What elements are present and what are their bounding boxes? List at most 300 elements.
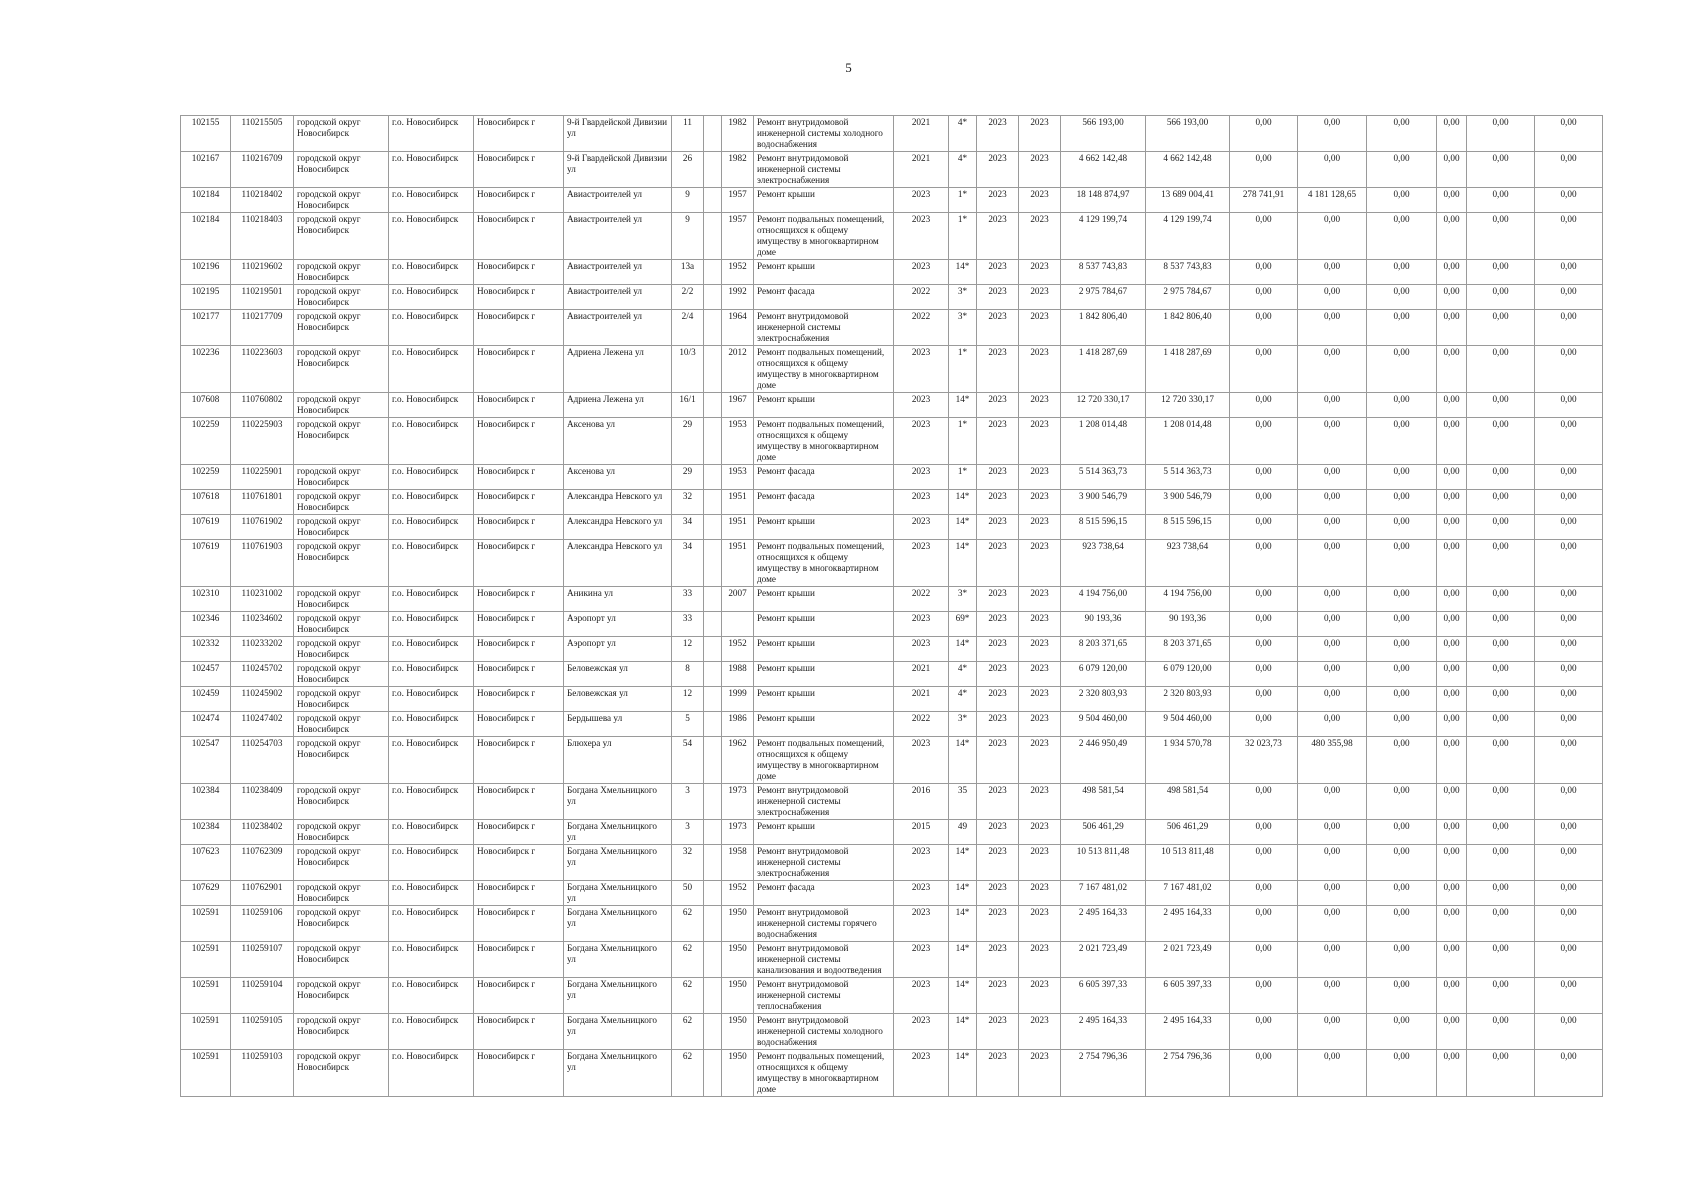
cell-other-3: 0,00 [1535,418,1603,465]
cell-start-year: 2023 [977,1050,1019,1097]
cell-object-id: 102196 [181,260,231,285]
cell-object-id: 102259 [181,465,231,490]
cell-other-2: 0,00 [1467,1014,1535,1050]
cell-municipality: г.о. Новосибирск [389,515,474,540]
cell-settlement: Новосибирск г [474,490,564,515]
cell-year-built [722,612,754,637]
cell-object-id: 102591 [181,978,231,1014]
cell-municipality: г.о. Новосибирск [389,310,474,346]
cell-work-id: 110234602 [231,612,294,637]
cell-settlement: Новосибирск г [474,116,564,152]
cell-other-2: 0,00 [1467,881,1535,906]
cell-owners-funds: 0,00 [1367,845,1437,881]
cell-start-year: 2023 [977,845,1019,881]
cell-plan-year: 2022 [894,712,949,737]
cell-house-number: 9 [672,188,704,213]
cell-municipal-district: городской округ Новосибирск [294,188,389,213]
cell-fund-cost: 5 514 363,73 [1146,465,1230,490]
cell-start-year: 2023 [977,393,1019,418]
cell-street: Богдана Хмельницкого ул [564,978,672,1014]
cell-fund-cost: 498 581,54 [1146,784,1230,820]
cell-house-number: 3 [672,820,704,845]
cell-regional-budget: 0,00 [1230,845,1298,881]
cell-end-year: 2023 [1019,820,1061,845]
cell-building [704,881,722,906]
cell-regional-budget: 32 023,73 [1230,737,1298,784]
cell-work-id: 110254703 [231,737,294,784]
table-row [181,490,1603,515]
cell-year-built: 1950 [722,1014,754,1050]
cell-other-1: 0,00 [1437,906,1467,942]
cell-local-budget: 0,00 [1298,662,1367,687]
cell-work-type: Ремонт подвальных помещений, относящихся к общему имуществу в многоквартирном доме [754,346,894,393]
cell-year-built: 1999 [722,687,754,712]
cell-municipal-district: городской округ Новосибирск [294,978,389,1014]
cell-object-id: 107623 [181,845,231,881]
cell-house-number: 13а [672,260,704,285]
cell-house-number: 62 [672,942,704,978]
cell-work-id: 110761801 [231,490,294,515]
cell-program-item: 3* [949,310,977,346]
cell-municipality: г.о. Новосибирск [389,881,474,906]
cell-plan-year: 2016 [894,784,949,820]
cell-municipality: г.о. Новосибирск [389,662,474,687]
cell-work-id: 110259107 [231,942,294,978]
cell-plan-year: 2022 [894,587,949,612]
cell-municipal-district: городской округ Новосибирск [294,260,389,285]
cell-work-type: Ремонт крыши [754,637,894,662]
cell-house-number: 11 [672,116,704,152]
cell-local-budget: 0,00 [1298,260,1367,285]
cell-local-budget: 4 181 128,65 [1298,188,1367,213]
cell-plan-year: 2023 [894,260,949,285]
cell-start-year: 2023 [977,687,1019,712]
cell-fund-cost: 506 461,29 [1146,820,1230,845]
cell-other-1: 0,00 [1437,845,1467,881]
cell-regional-budget: 0,00 [1230,418,1298,465]
cell-other-2: 0,00 [1467,465,1535,490]
cell-end-year: 2023 [1019,418,1061,465]
cell-municipality: г.о. Новосибирск [389,260,474,285]
cell-end-year: 2023 [1019,687,1061,712]
cell-start-year: 2023 [977,637,1019,662]
cell-municipality: г.о. Новосибирск [389,346,474,393]
table-row [181,978,1603,1014]
cell-year-built: 1964 [722,310,754,346]
cell-year-built: 1950 [722,978,754,1014]
cell-regional-budget: 0,00 [1230,687,1298,712]
cell-other-3: 0,00 [1535,346,1603,393]
cell-year-built: 1951 [722,490,754,515]
cell-regional-budget: 0,00 [1230,820,1298,845]
cell-object-id: 102259 [181,418,231,465]
cell-work-id: 110245902 [231,687,294,712]
cell-house-number: 54 [672,737,704,784]
cell-municipal-district: городской округ Новосибирск [294,393,389,418]
cell-plan-year: 2023 [894,188,949,213]
cell-owners-funds: 0,00 [1367,978,1437,1014]
cell-local-budget: 0,00 [1298,784,1367,820]
cell-municipality: г.о. Новосибирск [389,637,474,662]
cell-fund-cost: 1 418 287,69 [1146,346,1230,393]
cell-program-item: 14* [949,1050,977,1097]
cell-other-1: 0,00 [1437,1014,1467,1050]
cell-house-number: 29 [672,465,704,490]
cell-plan-year: 2015 [894,820,949,845]
cell-program-item: 4* [949,687,977,712]
cell-start-year: 2023 [977,515,1019,540]
cell-other-3: 0,00 [1535,845,1603,881]
cell-street: Аэропорт ул [564,637,672,662]
cell-settlement: Новосибирск г [474,188,564,213]
cell-local-budget: 0,00 [1298,116,1367,152]
cell-house-number: 2/2 [672,285,704,310]
cell-total-cost: 8 203 371,65 [1061,637,1146,662]
cell-year-built: 1967 [722,393,754,418]
cell-settlement: Новосибирск г [474,393,564,418]
cell-end-year: 2023 [1019,637,1061,662]
cell-start-year: 2023 [977,310,1019,346]
cell-work-type: Ремонт крыши [754,612,894,637]
cell-work-id: 110225901 [231,465,294,490]
cell-municipal-district: городской округ Новосибирск [294,881,389,906]
cell-other-2: 0,00 [1467,784,1535,820]
cell-settlement: Новосибирск г [474,784,564,820]
cell-regional-budget: 0,00 [1230,346,1298,393]
cell-building [704,152,722,188]
cell-owners-funds: 0,00 [1367,393,1437,418]
cell-work-type: Ремонт крыши [754,260,894,285]
cell-settlement: Новосибирск г [474,881,564,906]
cell-end-year: 2023 [1019,116,1061,152]
cell-local-budget: 0,00 [1298,490,1367,515]
cell-end-year: 2023 [1019,737,1061,784]
cell-other-3: 0,00 [1535,637,1603,662]
cell-owners-funds: 0,00 [1367,662,1437,687]
cell-municipality: г.о. Новосибирск [389,978,474,1014]
cell-municipal-district: городской округ Новосибирск [294,285,389,310]
cell-object-id: 102184 [181,213,231,260]
cell-owners-funds: 0,00 [1367,1050,1437,1097]
cell-year-built: 1962 [722,737,754,784]
cell-settlement: Новосибирск г [474,346,564,393]
cell-municipality: г.о. Новосибирск [389,213,474,260]
cell-plan-year: 2021 [894,152,949,188]
cell-house-number: 62 [672,978,704,1014]
cell-municipality: г.о. Новосибирск [389,540,474,587]
cell-work-id: 110219602 [231,260,294,285]
cell-plan-year: 2023 [894,637,949,662]
cell-work-id: 110259103 [231,1050,294,1097]
cell-municipality: г.о. Новосибирск [389,737,474,784]
cell-municipality: г.о. Новосибирск [389,188,474,213]
cell-plan-year: 2023 [894,845,949,881]
cell-street: Аникина ул [564,587,672,612]
cell-total-cost: 1 208 014,48 [1061,418,1146,465]
cell-plan-year: 2023 [894,393,949,418]
cell-street: 9-й Гвардейской Дивизии ул [564,116,672,152]
cell-year-built: 1988 [722,662,754,687]
cell-building [704,285,722,310]
table-row [181,540,1603,587]
cell-municipality: г.о. Новосибирск [389,587,474,612]
cell-plan-year: 2023 [894,490,949,515]
cell-settlement: Новосибирск г [474,515,564,540]
cell-municipal-district: городской округ Новосибирск [294,662,389,687]
cell-owners-funds: 0,00 [1367,942,1437,978]
cell-other-3: 0,00 [1535,515,1603,540]
cell-fund-cost: 3 900 546,79 [1146,490,1230,515]
cell-regional-budget: 0,00 [1230,515,1298,540]
cell-settlement: Новосибирск г [474,310,564,346]
table-row [181,712,1603,737]
cell-start-year: 2023 [977,490,1019,515]
cell-year-built: 1973 [722,784,754,820]
cell-other-1: 0,00 [1437,515,1467,540]
cell-settlement: Новосибирск г [474,540,564,587]
cell-local-budget: 0,00 [1298,881,1367,906]
cell-start-year: 2023 [977,116,1019,152]
cell-other-3: 0,00 [1535,285,1603,310]
cell-work-type: Ремонт подвальных помещений, относящихся к общему имуществу в многоквартирном доме [754,418,894,465]
table-row [181,285,1603,310]
cell-object-id: 102384 [181,820,231,845]
cell-fund-cost: 9 504 460,00 [1146,712,1230,737]
cell-other-3: 0,00 [1535,260,1603,285]
cell-object-id: 102167 [181,152,231,188]
cell-year-built: 1986 [722,712,754,737]
cell-building [704,687,722,712]
cell-program-item: 3* [949,712,977,737]
cell-municipality: г.о. Новосибирск [389,285,474,310]
cell-street: Авиастроителей ул [564,213,672,260]
cell-municipality: г.о. Новосибирск [389,116,474,152]
cell-object-id: 107618 [181,490,231,515]
cell-plan-year: 2023 [894,213,949,260]
cell-plan-year: 2021 [894,662,949,687]
cell-object-id: 102236 [181,346,231,393]
cell-start-year: 2023 [977,784,1019,820]
cell-total-cost: 1 842 806,40 [1061,310,1146,346]
cell-house-number: 33 [672,587,704,612]
table-row [181,393,1603,418]
cell-other-3: 0,00 [1535,784,1603,820]
cell-local-budget: 0,00 [1298,820,1367,845]
cell-settlement: Новосибирск г [474,612,564,637]
cell-settlement: Новосибирск г [474,1014,564,1050]
cell-owners-funds: 0,00 [1367,285,1437,310]
cell-settlement: Новосибирск г [474,260,564,285]
table-row [181,942,1603,978]
cell-other-1: 0,00 [1437,712,1467,737]
cell-total-cost: 1 418 287,69 [1061,346,1146,393]
cell-other-3: 0,00 [1535,978,1603,1014]
cell-regional-budget: 0,00 [1230,465,1298,490]
table-row [181,587,1603,612]
cell-owners-funds: 0,00 [1367,540,1437,587]
cell-building [704,712,722,737]
cell-program-item: 14* [949,490,977,515]
cell-owners-funds: 0,00 [1367,687,1437,712]
cell-building [704,942,722,978]
cell-street: Александра Невского ул [564,540,672,587]
cell-house-number: 62 [672,1014,704,1050]
cell-object-id: 107619 [181,540,231,587]
cell-local-budget: 0,00 [1298,152,1367,188]
cell-total-cost: 2 021 723,49 [1061,942,1146,978]
cell-total-cost: 3 900 546,79 [1061,490,1146,515]
cell-municipal-district: городской округ Новосибирск [294,712,389,737]
cell-other-3: 0,00 [1535,116,1603,152]
cell-municipal-district: городской округ Новосибирск [294,152,389,188]
cell-municipal-district: городской округ Новосибирск [294,515,389,540]
cell-street: Аксенова ул [564,465,672,490]
cell-other-3: 0,00 [1535,737,1603,784]
cell-municipality: г.о. Новосибирск [389,784,474,820]
cell-program-item: 4* [949,116,977,152]
cell-fund-cost: 90 193,36 [1146,612,1230,637]
cell-end-year: 2023 [1019,662,1061,687]
cell-other-2: 0,00 [1467,906,1535,942]
cell-street: Богдана Хмельницкого ул [564,942,672,978]
cell-municipality: г.о. Новосибирск [389,393,474,418]
cell-work-id: 110761903 [231,540,294,587]
cell-building [704,662,722,687]
cell-building [704,784,722,820]
table-row [181,346,1603,393]
cell-fund-cost: 7 167 481,02 [1146,881,1230,906]
cell-regional-budget: 278 741,91 [1230,188,1298,213]
cell-municipal-district: городской округ Новосибирск [294,637,389,662]
cell-year-built: 1957 [722,213,754,260]
cell-owners-funds: 0,00 [1367,310,1437,346]
cell-house-number: 9 [672,213,704,260]
cell-fund-cost: 923 738,64 [1146,540,1230,587]
cell-municipality: г.о. Новосибирск [389,942,474,978]
cell-owners-funds: 0,00 [1367,784,1437,820]
capital-repair-table [180,115,1603,1097]
cell-building [704,737,722,784]
cell-owners-funds: 0,00 [1367,116,1437,152]
cell-other-2: 0,00 [1467,737,1535,784]
cell-settlement: Новосибирск г [474,637,564,662]
cell-object-id: 102591 [181,906,231,942]
cell-regional-budget: 0,00 [1230,260,1298,285]
cell-end-year: 2023 [1019,152,1061,188]
cell-fund-cost: 4 194 756,00 [1146,587,1230,612]
cell-house-number: 62 [672,906,704,942]
cell-other-3: 0,00 [1535,1014,1603,1050]
cell-object-id: 102195 [181,285,231,310]
cell-municipality: г.о. Новосибирск [389,712,474,737]
page-number: 5 [845,60,852,75]
cell-work-type: Ремонт подвальных помещений, относящихся к общему имуществу в многоквартирном доме [754,1050,894,1097]
cell-program-item: 14* [949,393,977,418]
cell-total-cost: 4 129 199,74 [1061,213,1146,260]
cell-object-id: 102591 [181,942,231,978]
cell-owners-funds: 0,00 [1367,152,1437,188]
cell-program-item: 4* [949,152,977,188]
cell-program-item: 14* [949,845,977,881]
cell-other-2: 0,00 [1467,393,1535,418]
cell-other-1: 0,00 [1437,942,1467,978]
cell-plan-year: 2021 [894,116,949,152]
cell-municipal-district: городской округ Новосибирск [294,845,389,881]
cell-local-budget: 0,00 [1298,612,1367,637]
cell-end-year: 2023 [1019,784,1061,820]
table-row [181,213,1603,260]
cell-other-3: 0,00 [1535,712,1603,737]
cell-regional-budget: 0,00 [1230,1014,1298,1050]
cell-end-year: 2023 [1019,1014,1061,1050]
cell-municipality: г.о. Новосибирск [389,612,474,637]
cell-municipal-district: городской округ Новосибирск [294,1050,389,1097]
cell-building [704,612,722,637]
cell-municipal-district: городской округ Новосибирск [294,1014,389,1050]
cell-fund-cost: 8 515 596,15 [1146,515,1230,540]
cell-other-1: 0,00 [1437,213,1467,260]
cell-year-built: 1952 [722,637,754,662]
cell-other-1: 0,00 [1437,784,1467,820]
cell-work-type: Ремонт фасада [754,465,894,490]
cell-local-budget: 0,00 [1298,540,1367,587]
cell-local-budget: 0,00 [1298,1050,1367,1097]
cell-regional-budget: 0,00 [1230,587,1298,612]
cell-other-3: 0,00 [1535,152,1603,188]
cell-owners-funds: 0,00 [1367,712,1437,737]
cell-municipal-district: городской округ Новосибирск [294,784,389,820]
cell-program-item: 4* [949,662,977,687]
cell-other-3: 0,00 [1535,393,1603,418]
cell-work-type: Ремонт внутридомовой инженерной системы теплоснабжения [754,978,894,1014]
cell-object-id: 102474 [181,712,231,737]
cell-year-built: 1973 [722,820,754,845]
table-row [181,784,1603,820]
cell-year-built: 1950 [722,942,754,978]
cell-municipality: г.о. Новосибирск [389,1014,474,1050]
cell-other-2: 0,00 [1467,942,1535,978]
cell-building [704,515,722,540]
cell-other-3: 0,00 [1535,942,1603,978]
cell-program-item: 14* [949,906,977,942]
cell-municipality: г.о. Новосибирск [389,490,474,515]
cell-total-cost: 2 754 796,36 [1061,1050,1146,1097]
cell-owners-funds: 0,00 [1367,737,1437,784]
cell-building [704,188,722,213]
cell-municipal-district: городской округ Новосибирск [294,737,389,784]
cell-owners-funds: 0,00 [1367,490,1437,515]
cell-plan-year: 2023 [894,737,949,784]
cell-fund-cost: 10 513 811,48 [1146,845,1230,881]
cell-street: Адриена Лежена ул [564,393,672,418]
cell-building [704,637,722,662]
cell-building [704,490,722,515]
cell-work-id: 110760802 [231,393,294,418]
cell-year-built: 1957 [722,188,754,213]
cell-total-cost: 6 079 120,00 [1061,662,1146,687]
cell-program-item: 49 [949,820,977,845]
cell-local-budget: 0,00 [1298,687,1367,712]
cell-municipal-district: городской округ Новосибирск [294,346,389,393]
cell-object-id: 102547 [181,737,231,784]
cell-regional-budget: 0,00 [1230,540,1298,587]
cell-object-id: 102155 [181,116,231,152]
cell-work-id: 110761902 [231,515,294,540]
cell-fund-cost: 2 320 803,93 [1146,687,1230,712]
cell-other-1: 0,00 [1437,587,1467,612]
cell-program-item: 1* [949,346,977,393]
cell-program-item: 14* [949,881,977,906]
